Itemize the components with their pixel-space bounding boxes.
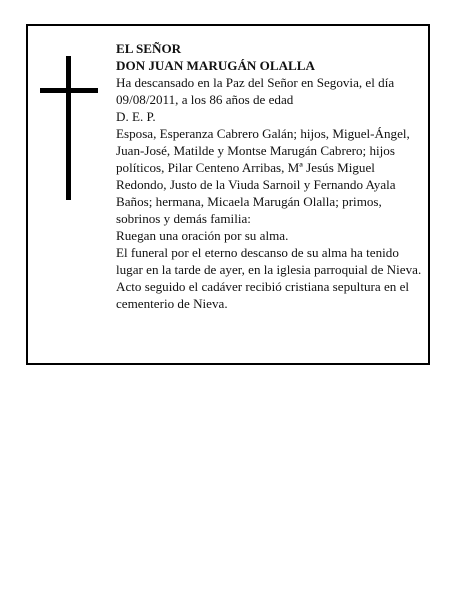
cross-vertical-bar (66, 56, 71, 200)
title-line-2: DON JUAN MARUGÁN OLALLA (116, 58, 315, 73)
cross-horizontal-bar (40, 88, 98, 93)
cross-icon (40, 56, 98, 200)
family-list: Esposa, Esperanza Cabrero Galán; hijos, Miguel-Ángel, Juan-José, Matilde y Montse Marugán Cabrero; hijos políticos, Pilar Centeno Arribas, Mª Jesús Miguel Redondo, Justo de la Viuda Sarnoil y Fernando Ayala Baños; hermana, Micaela Marugán Olalla; primos, sobrinos y demás familia: (116, 126, 410, 226)
obituary-text (116, 40, 424, 312)
title-line-1: EL SEÑOR (116, 41, 182, 56)
dep-abbreviation: D. E. P. (116, 109, 156, 124)
funeral-details: El funeral por el eterno descanso de su alma ha tenido lugar en la tarde de ayer, en la iglesia parroquial de Nieva. Acto seguido el cadáver recibió cristiana sepultura en el cementerio de Nieva. (116, 245, 422, 311)
prayer-request: Ruegan una oración por su alma. (116, 228, 289, 243)
obituary-notice (26, 24, 430, 365)
rest-statement: Ha descansado en la Paz del Señor en Segovia, el día 09/08/2011, a los 86 años de edad (116, 75, 395, 107)
